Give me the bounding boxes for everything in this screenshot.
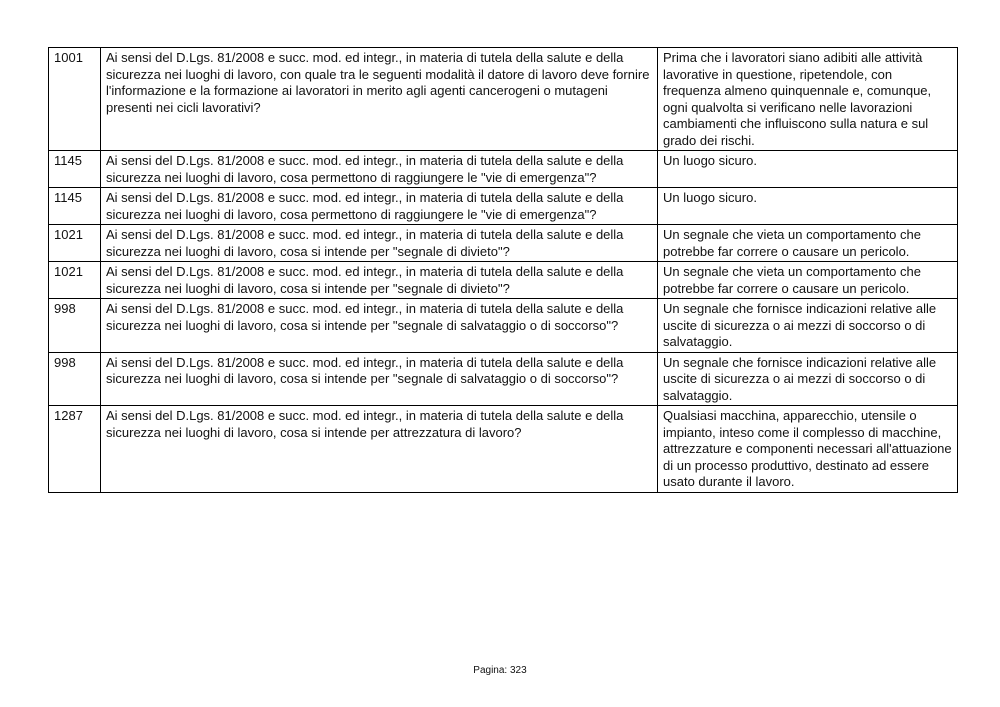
answer-text: Un segnale che fornisce indicazioni relative alle uscite di sicurezza o ai mezzi di soccorso o di salvataggio. — [658, 299, 958, 353]
question-text: Ai sensi del D.Lgs. 81/2008 e succ. mod. ed integr., in materia di tutela della salute e della sicurezza nei luoghi di lavoro, cosa permettono di raggiungere le "vie di emergenza"? — [101, 151, 658, 188]
question-text: Ai sensi del D.Lgs. 81/2008 e succ. mod. ed integr., in materia di tutela della salute e della sicurezza nei luoghi di lavoro, cosa si intende per "segnale di salvataggio o di soccorso"? — [101, 352, 658, 406]
question-id: 1021 — [49, 225, 101, 262]
question-id: 1145 — [49, 188, 101, 225]
table-row — [49, 262, 958, 299]
table-row — [49, 352, 958, 406]
page-number: Pagina: 323 — [473, 665, 527, 676]
answer-text: Un segnale che vieta un comportamento che potrebbe far correre o causare un pericolo. — [658, 262, 958, 299]
table-row — [49, 48, 958, 151]
question-text: Ai sensi del D.Lgs. 81/2008 e succ. mod. ed integr., in materia di tutela della salute e della sicurezza nei luoghi di lavoro, cosa si intende per attrezzatura di lavoro? — [101, 406, 658, 493]
questions-table — [48, 47, 958, 493]
question-id: 1287 — [49, 406, 101, 493]
answer-text: Prima che i lavoratori siano adibiti alle attività lavorative in questione, ripetendole, con frequenza almeno quinquennale e, comunque, ogni qualvolta si verificano nelle lavorazioni cambiamenti che influiscono sulla natura e sul grado dei rischi. — [658, 48, 958, 151]
answer-text: Un segnale che fornisce indicazioni relative alle uscite di sicurezza o ai mezzi di soccorso o di salvataggio. — [658, 352, 958, 406]
table-row — [49, 225, 958, 262]
question-text: Ai sensi del D.Lgs. 81/2008 e succ. mod. ed integr., in materia di tutela della salute e della sicurezza nei luoghi di lavoro, cosa si intende per "segnale di divieto"? — [101, 225, 658, 262]
question-id: 1021 — [49, 262, 101, 299]
question-text: Ai sensi del D.Lgs. 81/2008 e succ. mod. ed integr., in materia di tutela della salute e della sicurezza nei luoghi di lavoro, con quale tra le seguenti modalità il datore di lavoro deve fornire l'informazione e la formazione ai lavoratori in merito agli agenti cancerogeni o mutageni presenti nei cicli lavorativi? — [101, 48, 658, 151]
question-text: Ai sensi del D.Lgs. 81/2008 e succ. mod. ed integr., in materia di tutela della salute e della sicurezza nei luoghi di lavoro, cosa permettono di raggiungere le "vie di emergenza"? — [101, 188, 658, 225]
question-id: 1001 — [49, 48, 101, 151]
table-row — [49, 188, 958, 225]
answer-text: Un luogo sicuro. — [658, 188, 958, 225]
question-id: 998 — [49, 299, 101, 353]
table-row — [49, 299, 958, 353]
answer-text: Qualsiasi macchina, apparecchio, utensile o impianto, inteso come il complesso di macchine, attrezzature e componenti necessari all'attuazione di un processo produttivo, destinato ad essere usato durante il lavoro. — [658, 406, 958, 493]
question-id: 998 — [49, 352, 101, 406]
question-id: 1145 — [49, 151, 101, 188]
answer-text: Un segnale che vieta un comportamento che potrebbe far correre o causare un pericolo. — [658, 225, 958, 262]
question-text: Ai sensi del D.Lgs. 81/2008 e succ. mod. ed integr., in materia di tutela della salute e della sicurezza nei luoghi di lavoro, cosa si intende per "segnale di divieto"? — [101, 262, 658, 299]
table-row — [49, 151, 958, 188]
table-row — [49, 406, 958, 493]
answer-text: Un luogo sicuro. — [658, 151, 958, 188]
question-text: Ai sensi del D.Lgs. 81/2008 e succ. mod. ed integr., in materia di tutela della salute e della sicurezza nei luoghi di lavoro, cosa si intende per "segnale di salvataggio o di soccorso"? — [101, 299, 658, 353]
